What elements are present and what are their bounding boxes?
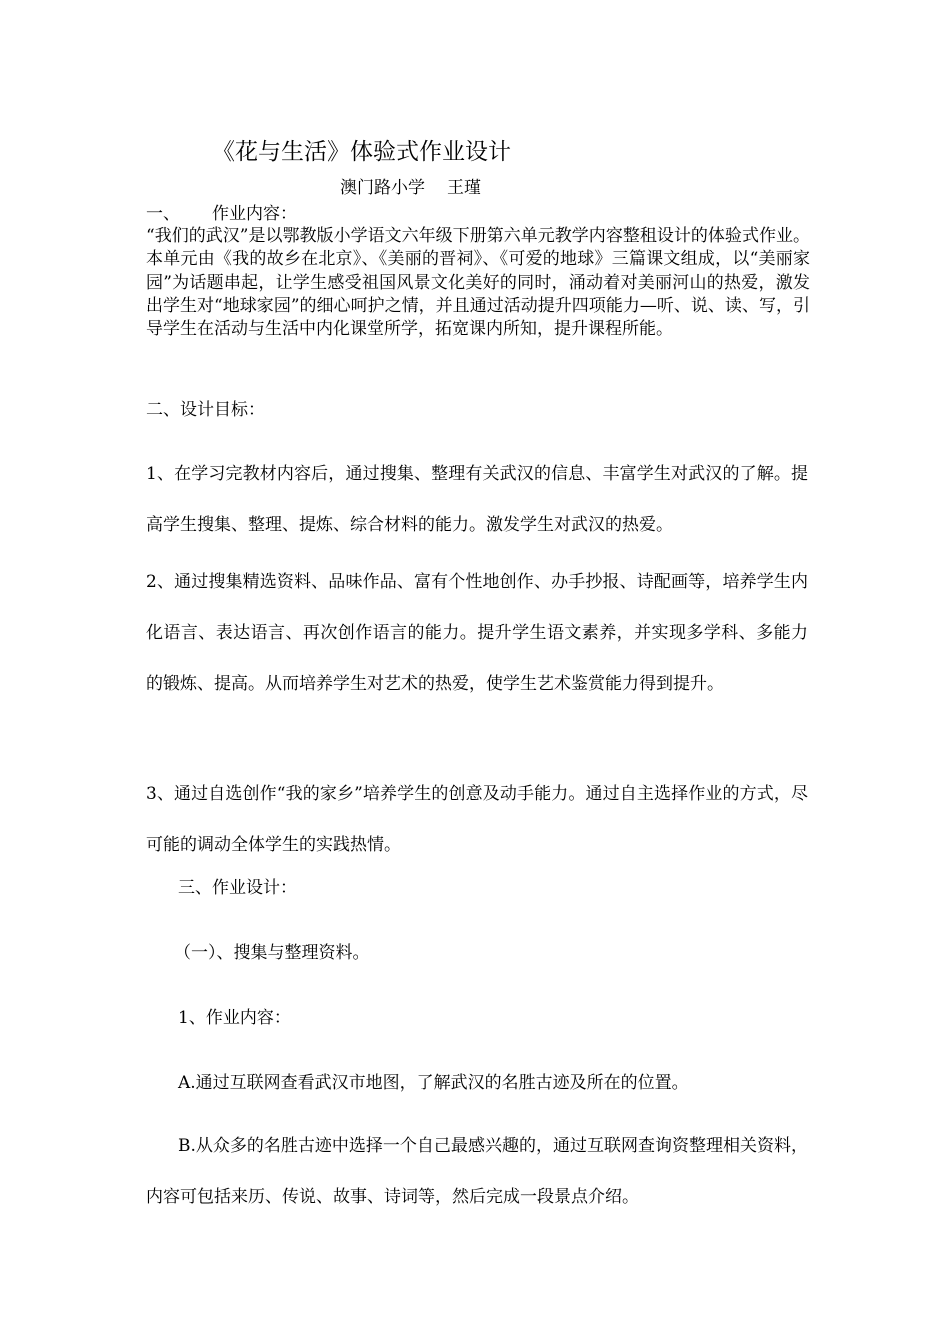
goal-3	[146, 769, 808, 871]
intro-paragraph: “我们的武汉”是以鄂教版小学语文六年级下册第六单元教学内容整租设计的体验式作业。本单元由《我的故乡在北京》、《美丽的晋祠》、《可爱的地球》三篇课文组成，以“美丽家园”为话题串起，让学生感受祖国风景文化美好的同时，涌动着对美丽河山的热爱，激发出学生对“地球家园”的细心呵护之情，并且通过活动提升四项能力—听、说、读、写，引导学生在活动与生活中内化课堂所学，拓宽课内所知，提升课程所能。	[146, 226, 810, 340]
document-title: 《花与生活》体验式作业设计	[212, 139, 511, 165]
author-name: 王瑾	[447, 178, 481, 198]
item-a: A.通过互联网查看武汉市地图，了解武汉的名胜古迹及所在的位置。	[178, 1073, 689, 1093]
section-1-body	[146, 225, 810, 341]
author-school: 澳门路小学	[340, 178, 425, 198]
section-1-heading	[146, 202, 297, 226]
goal-2-text: 2、通过搜集精选资料、品味作品、富有个性地创作、办手抄报、诗配画等，培养学生内化语言、表达语言、再次创作语言的能力。提升学生语文素养，并实现多学科、多能力的锻炼、提高。从而培养学生对艺术的热爱，使学生艺术鉴赏能力得到提升。	[146, 572, 808, 694]
item-b-text: B.从众多的名胜古迹中选择一个自己最感兴趣的，通过互联网查询资整理相关资料，内容可包括来历、传说、故事、诗词等，然后完成一段景点介绍。	[146, 1136, 808, 1207]
section-3-subheading: （一）、搜集与整理资料。	[174, 943, 370, 963]
goal-3-text: 3、通过自选创作“我的家乡”培养学生的创意及动手能力。通过自主选择作业的方式，尽可能的调动全体学生的实践热情。	[146, 784, 808, 855]
section-2-heading: 二、设计目标：	[146, 400, 265, 420]
goal-1-text: 1、在学习完教材内容后，通过搜集、整理有关武汉的信息、丰富学生对武汉的了解。提高学生搜集、整理、提炼、综合材料的能力。激发学生对武汉的热爱。	[146, 464, 808, 535]
goal-2	[146, 557, 808, 710]
goal-1	[146, 449, 808, 551]
author-line	[340, 176, 481, 200]
item-b	[146, 1121, 808, 1223]
section-1-label: 作业内容：	[212, 204, 297, 224]
section-1-number: 一、	[146, 204, 180, 224]
work-content-heading: 1、作业内容：	[178, 1008, 291, 1028]
section-3-heading: 三、作业设计：	[178, 878, 297, 898]
